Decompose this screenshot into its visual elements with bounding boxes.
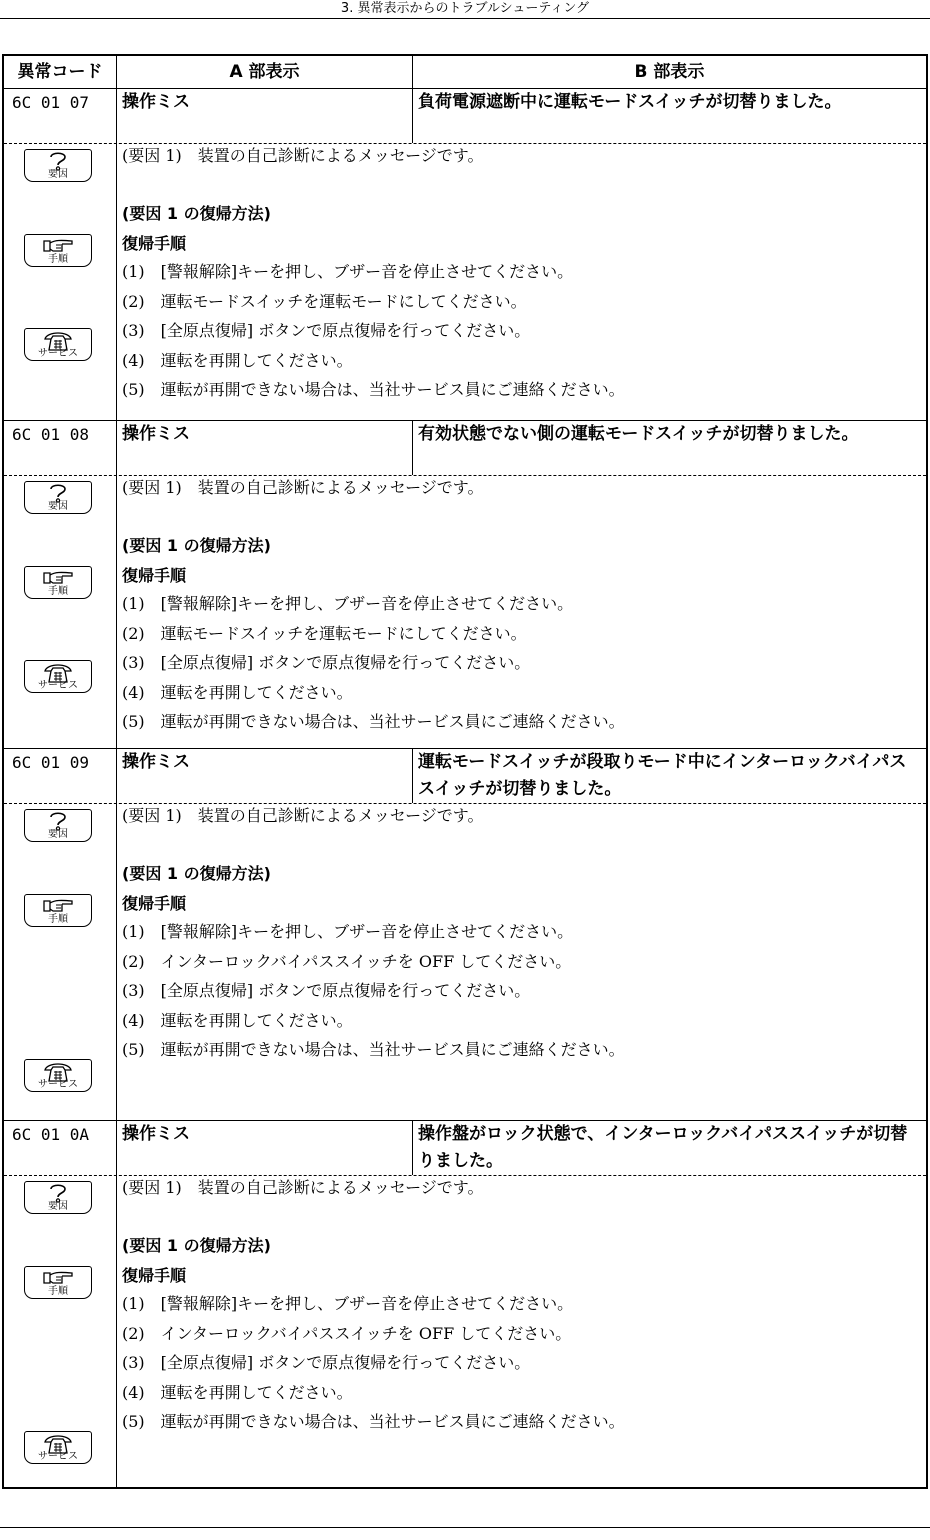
pointing-hand-icon <box>24 566 92 599</box>
a-display-text: 操作ミス <box>122 1124 190 1144</box>
cause-text: (要因 1) 装置の自己診断によるメッセージです。 <box>122 146 484 165</box>
cause-icon-label: 要因 <box>48 169 68 180</box>
a-b-divider <box>412 420 413 475</box>
step-2: (2) 運転モードスイッチを運転モードにしてください。 <box>122 291 527 311</box>
error-code: 6C 01 08 <box>12 425 90 444</box>
procedure-icon-label: 手順 <box>48 914 68 925</box>
question-icon <box>24 149 92 182</box>
service-icon-label: サービス <box>38 1079 78 1090</box>
cause-text: (要因 1) 装置の自己診断によるメッセージです。 <box>122 478 484 497</box>
step-2: (2) インターロックバイパススイッチを OFF してください。 <box>122 1323 572 1343</box>
header-b: B 部表示 <box>634 62 705 82</box>
error-code-table <box>2 54 928 1489</box>
step-4: (4) 運転を再開してください。 <box>122 682 353 702</box>
cause-text: (要因 1) 装置の自己診断によるメッセージです。 <box>122 806 484 825</box>
service-icon-label: サービス <box>38 1451 78 1462</box>
step-4: (4) 運転を再開してください。 <box>122 350 353 370</box>
footer-rule <box>0 1527 930 1528</box>
header-divider <box>412 56 413 88</box>
procedure-title: 復帰手順 <box>122 566 187 585</box>
step-1: (1) [警報解除]キーを押し、ブザー音を停止させてください。 <box>122 1294 574 1313</box>
cause-icon-label: 要因 <box>48 501 68 512</box>
header-a: A 部表示 <box>229 62 300 82</box>
telephone-icon <box>24 1059 92 1092</box>
b-display-text: 有効状態でない側の運転モードスイッチが切替りました。 <box>418 424 859 444</box>
question-icon <box>24 1181 92 1214</box>
step-2: (2) インターロックバイパススイッチを OFF してください。 <box>122 951 572 971</box>
a-b-divider <box>412 1120 413 1175</box>
a-display-text: 操作ミス <box>122 92 190 112</box>
a-b-divider <box>412 748 413 803</box>
step-3: (3) [全原点復帰] ボタンで原点復帰を行ってください。 <box>122 653 531 672</box>
step-1: (1) [警報解除]キーを押し、ブザー音を停止させてください。 <box>122 594 574 613</box>
question-icon <box>24 809 92 842</box>
b-display-text: 運転モードスイッチが段取りモード中にインターロックバイパススイッチが切替りました。 <box>418 752 907 799</box>
b-display-text: 負荷電源遮断中に運転モードスイッチが切替りました。 <box>418 92 842 112</box>
step-4: (4) 運転を再開してください。 <box>122 1382 353 1402</box>
cause-icon-label: 要因 <box>48 1201 68 1212</box>
header-code: 異常コード <box>17 62 103 82</box>
error-code: 6C 01 09 <box>12 753 90 772</box>
step-1: (1) [警報解除]キーを押し、ブザー音を停止させてください。 <box>122 922 574 941</box>
procedure-title: 復帰手順 <box>122 234 187 253</box>
telephone-icon <box>24 660 92 693</box>
column-divider <box>116 56 117 1487</box>
procedure-title: 復帰手順 <box>122 894 187 913</box>
cause-text: (要因 1) 装置の自己診断によるメッセージです。 <box>122 1178 484 1197</box>
pointing-hand-icon <box>24 1266 92 1299</box>
recovery-title: (要因 1 の復帰方法) <box>122 864 271 883</box>
row-dashed-separator <box>4 475 926 476</box>
step-3: (3) [全原点復帰] ボタンで原点復帰を行ってください。 <box>122 321 531 340</box>
step-5: (5) 運転が再開できない場合は、当社サービス員にご連絡ください。 <box>122 712 625 731</box>
b-display-text: 操作盤がロック状態で、インターロックバイパススイッチが切替りました。 <box>418 1124 908 1171</box>
a-b-divider <box>412 88 413 143</box>
recovery-title: (要因 1 の復帰方法) <box>122 204 271 223</box>
step-5: (5) 運転が再開できない場合は、当社サービス員にご連絡ください。 <box>122 380 625 399</box>
service-icon-label: サービス <box>38 348 78 359</box>
telephone-icon <box>24 1431 92 1464</box>
telephone-icon <box>24 328 92 361</box>
row-dashed-separator <box>4 1175 926 1176</box>
service-icon-label: サービス <box>38 680 78 691</box>
row-dashed-separator <box>4 143 926 144</box>
procedure-icon-label: 手順 <box>48 254 68 265</box>
step-3: (3) [全原点復帰] ボタンで原点復帰を行ってください。 <box>122 981 531 1000</box>
header-rule <box>0 18 930 19</box>
error-code: 6C 01 07 <box>12 93 90 112</box>
procedure-title: 復帰手順 <box>122 1266 187 1285</box>
step-5: (5) 運転が再開できない場合は、当社サービス員にご連絡ください。 <box>122 1412 625 1431</box>
a-display-text: 操作ミス <box>122 424 190 444</box>
recovery-title: (要因 1 の復帰方法) <box>122 536 271 555</box>
pointing-hand-icon <box>24 894 92 927</box>
step-2: (2) 運転モードスイッチを運転モードにしてください。 <box>122 623 527 643</box>
pointing-hand-icon <box>24 234 92 267</box>
page-header: 3. 異常表示からのトラブルシューティング <box>340 1 590 16</box>
procedure-icon-label: 手順 <box>48 1286 68 1297</box>
error-code: 6C 01 0A <box>12 1125 90 1144</box>
step-1: (1) [警報解除]キーを押し、ブザー音を停止させてください。 <box>122 262 574 281</box>
a-display-text: 操作ミス <box>122 752 190 772</box>
row-dashed-separator <box>4 803 926 804</box>
step-5: (5) 運転が再開できない場合は、当社サービス員にご連絡ください。 <box>122 1040 625 1059</box>
step-3: (3) [全原点復帰] ボタンで原点復帰を行ってください。 <box>122 1353 531 1372</box>
procedure-icon-label: 手順 <box>48 586 68 597</box>
cause-icon-label: 要因 <box>48 829 68 840</box>
step-4: (4) 運転を再開してください。 <box>122 1010 353 1030</box>
question-icon <box>24 481 92 514</box>
recovery-title: (要因 1 の復帰方法) <box>122 1236 271 1255</box>
